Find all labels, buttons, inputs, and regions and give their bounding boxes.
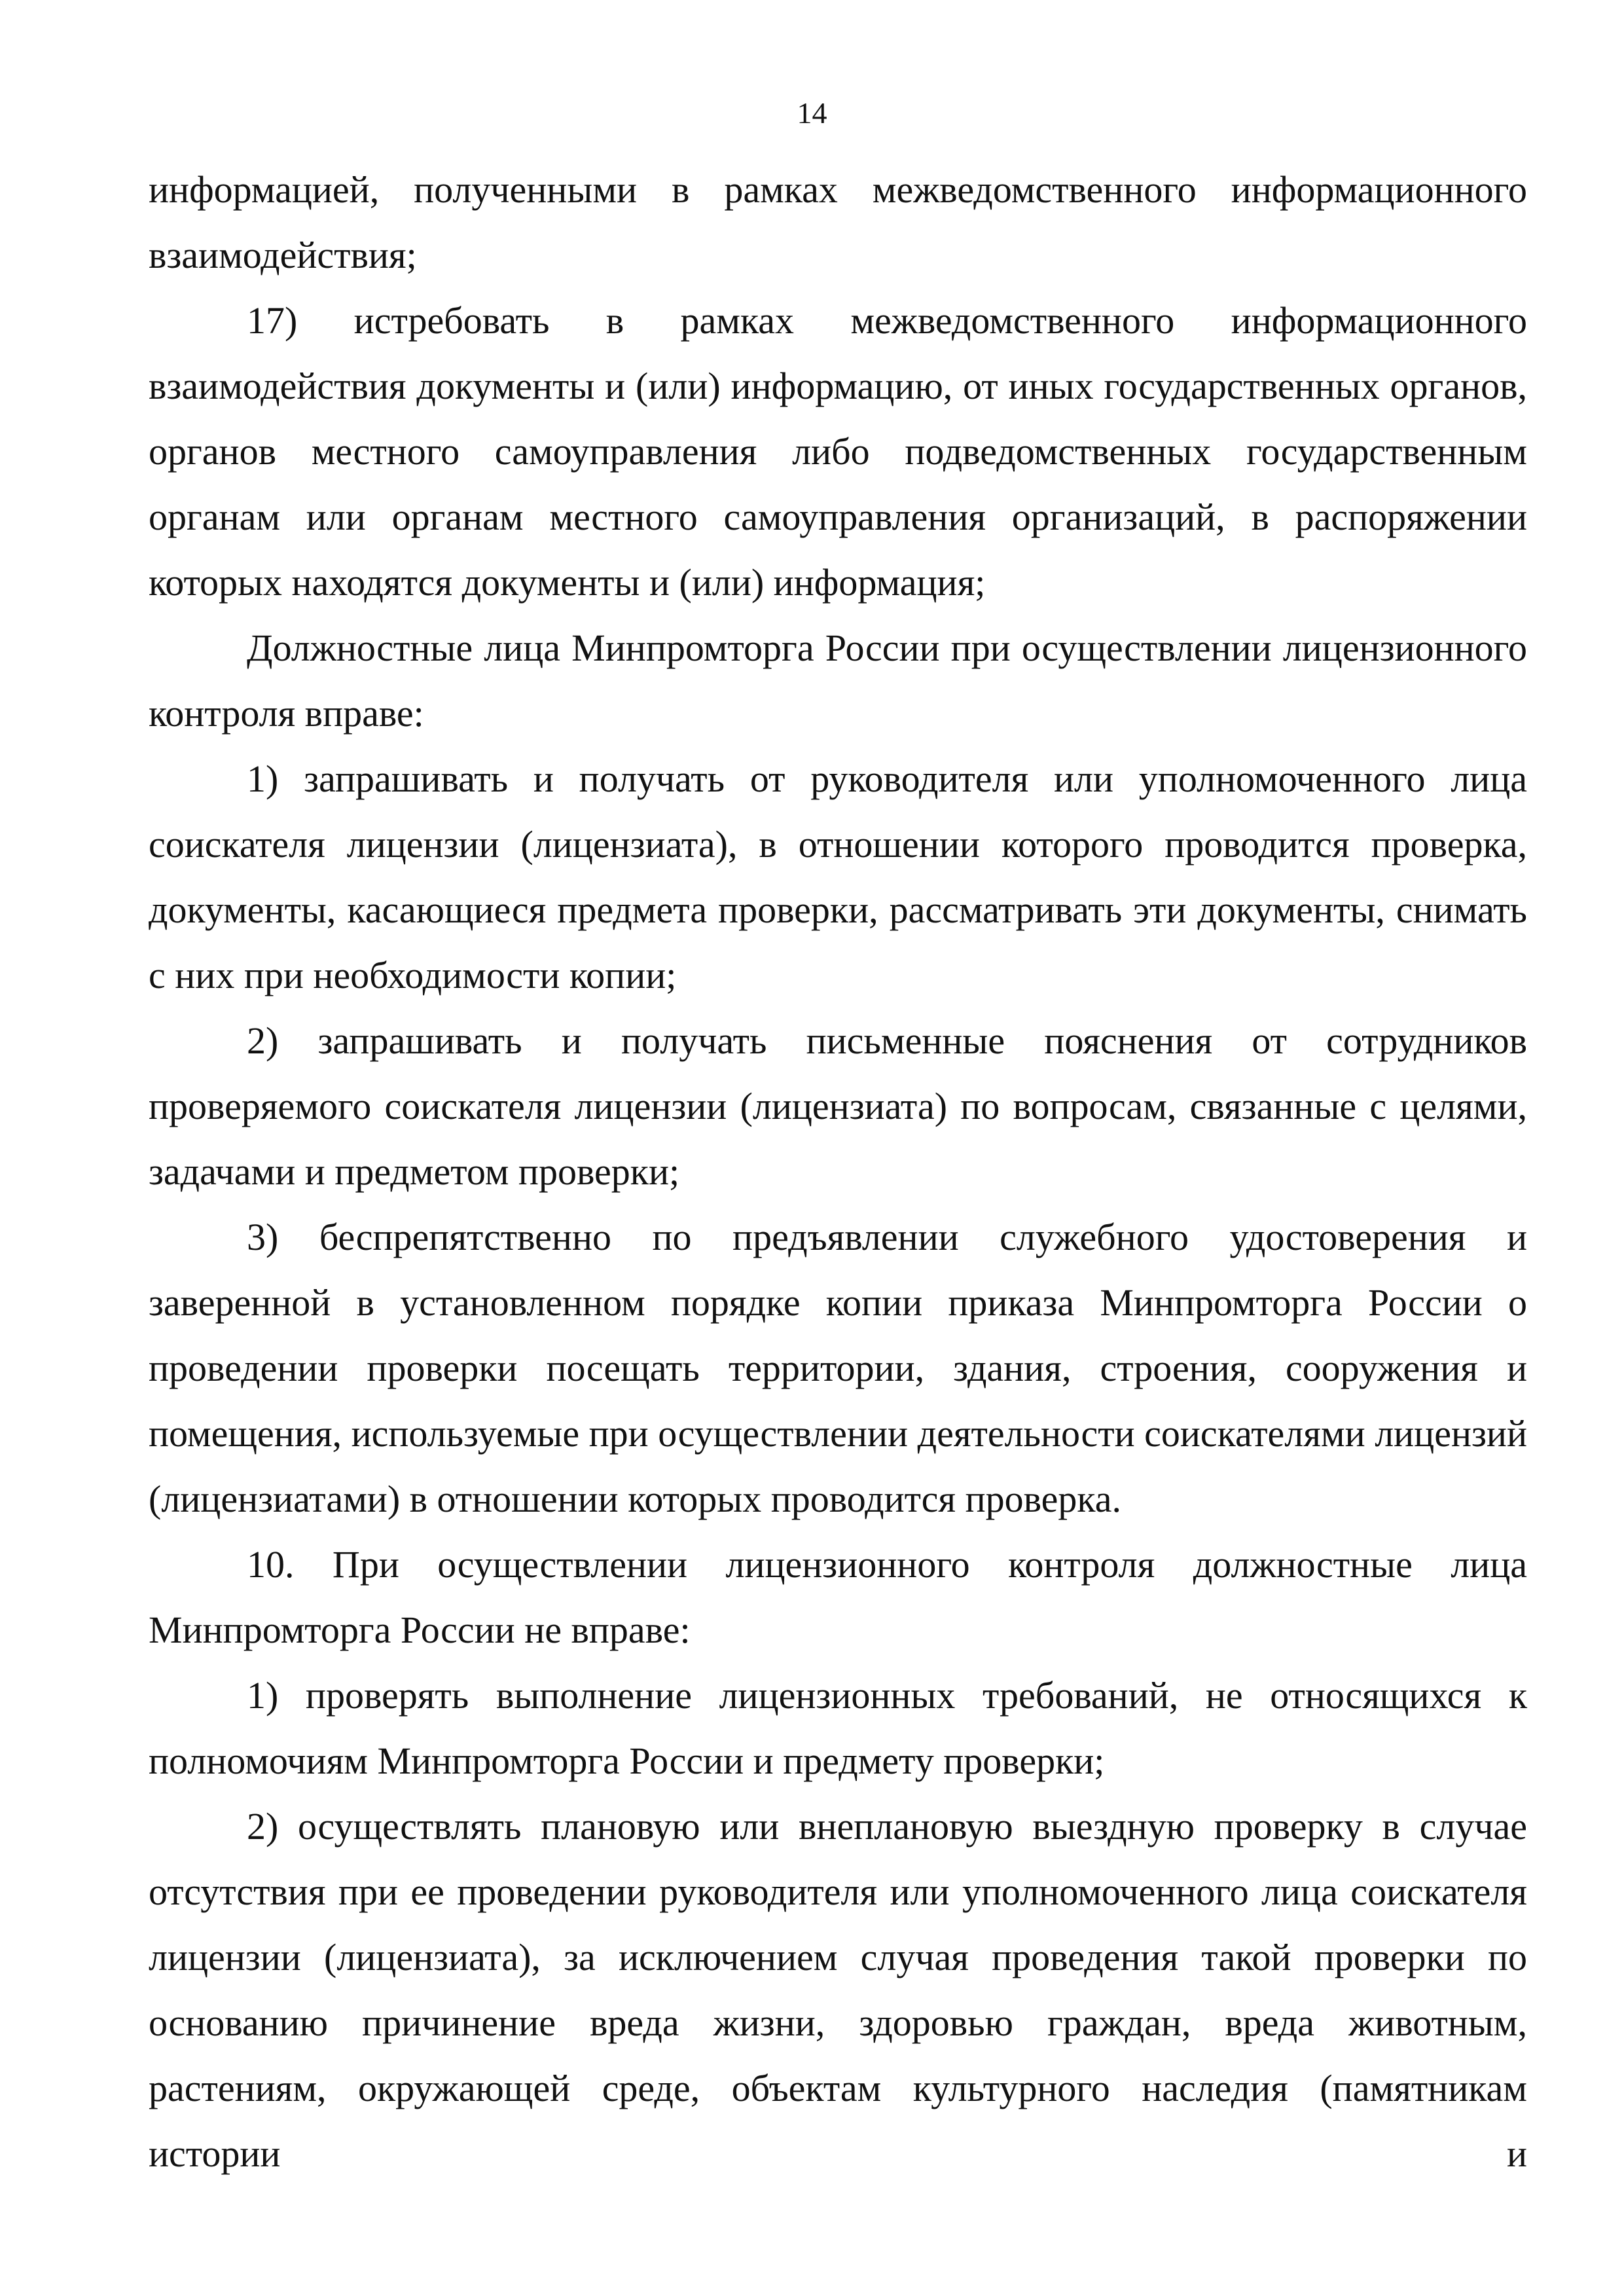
paragraph-right-1: 1) запрашивать и получать от руководителя или уполномоченного лица соискателя лицензии (лицензиата), в отношении которого проводится проверка, документы, касающиеся предмета проверки, рассматривать эти документы, снимать с них при необходимости копии; xyxy=(149,757,1527,996)
paragraph-right-2: 2) запрашивать и получать письменные пояснения от сотрудников проверяемого соискателя лицензии (лицензиата) по вопросам, связанные с целями, задачами и предметом проверки; xyxy=(149,1019,1527,1193)
document-body xyxy=(149,157,1527,2187)
paragraph-rights-intro: Должностные лица Минпромторга России при осуществлении лицензионного контроля вправе: xyxy=(149,627,1527,735)
paragraph-prohibition-1: 1) проверять выполнение лицензионных требований, не относящихся к полномочиям Минпромторга России и предмету проверки; xyxy=(149,1674,1527,1782)
paragraph-right-3: 3) беспрепятственно по предъявлении служебного удостоверения и заверенной в установленном порядке копии приказа Минпромторга России о проведении проверки посещать территории, здания, строения, сооружения и помещения, используемые при осуществлении деятельности соискателями лицензий (лицензиатами) в отношении которых проводится проверка. xyxy=(149,1216,1527,1520)
page-number: 14 xyxy=(797,96,827,130)
paragraph-prohibition-2: 2) осуществлять плановую или внеплановую выездную проверку в случае отсутствия при ее проведении руководителя или уполномоченного лица соискателя лицензии (лицензиата), за исключением случая проведения такой проверки по основанию причинение вреда жизни, здоровью граждан, вреда животным, растениям, окружающей среде, объектам культурного наследия (памятникам истории и xyxy=(149,1805,1527,2175)
paragraph-item-10: 10. При осуществлении лицензионного контроля должностные лица Минпромторга России не вправе: xyxy=(149,1543,1527,1651)
paragraph-continuation: информацией, полученными в рамках межведомственного информационного взаимодействия; xyxy=(149,168,1527,276)
paragraph-item-17: 17) истребовать в рамках межведомственного информационного взаимодействия документы и (или) информацию, от иных государственных органов, органов местного самоуправления либо подведомственных государственным органам или органам местного самоуправления организаций, в распоряжении которых находятся документы и (или) информация; xyxy=(149,299,1527,604)
